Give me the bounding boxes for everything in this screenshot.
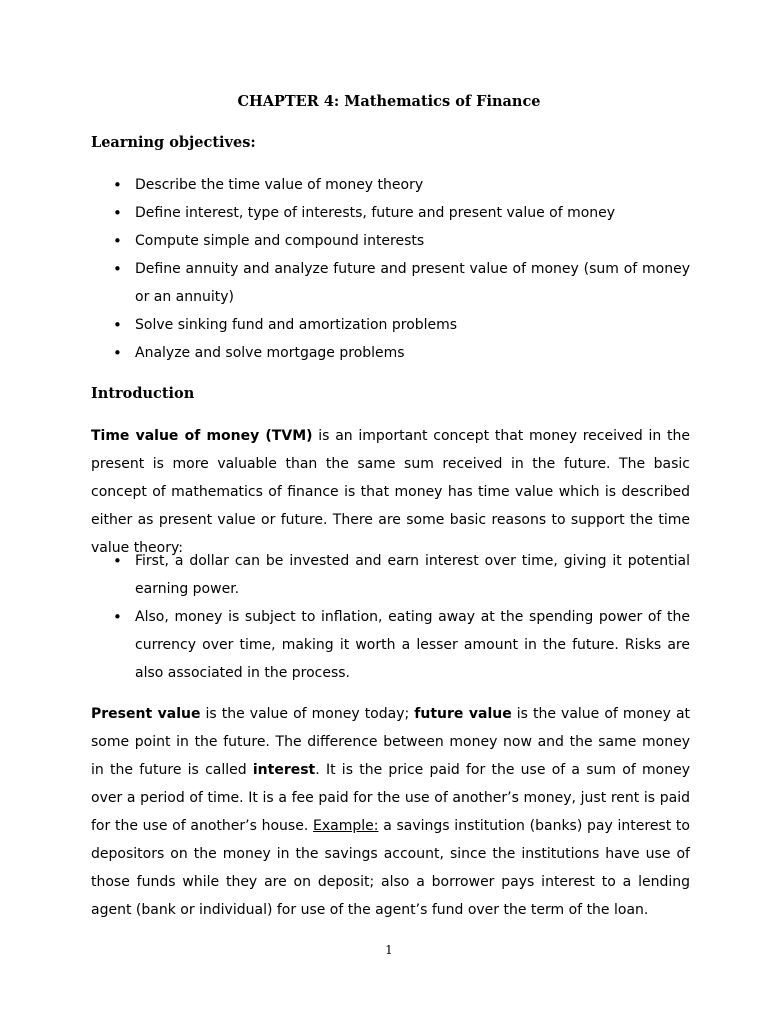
list-item: • Solve sinking fund and amortization problems: [113, 311, 690, 339]
future-value-term: future value: [414, 706, 512, 722]
present-value-term: Present value: [91, 706, 201, 722]
tvm-term: Time value of money (TVM): [91, 428, 313, 444]
list-item: • Analyze and solve mortgage problems: [113, 339, 690, 367]
list-item: • Define interest, type of interests, future and present value of money: [113, 199, 690, 227]
interest-term: interest: [252, 762, 316, 778]
introduction-heading: Introduction: [91, 385, 195, 402]
pv-text-2: is the value of money at some point in the future. The difference between money now and the same money in the future is called: [91, 706, 691, 778]
objectives-heading: Learning objectives:: [91, 134, 256, 151]
tvm-text: is an important concept that money received in the present is more valuable than the same sum received in the future. The basic concept of mathematics of finance is that money has time value which is described either as present value or future. There are some basic reasons to support the time value theory:: [91, 428, 690, 556]
reasons-list: [113, 547, 690, 687]
pv-text-3: . It is the price paid for the use of a sum of money over a period of time. It is a fee paid for the use of another’s money, just rent is paid for the use of another’s house.: [91, 762, 690, 834]
list-item: • First, a dollar can be invested and earn interest over time, giving it potential earning power.: [113, 547, 690, 603]
pv-text-4: a savings institution (banks) pay interest to depositors on the money in the savings account, since the institutions have use of those funds while they are on deposit; also a borrower pays interest to a lending agent (bank or individual) for use of the agent’s fund over the term of the loan.: [91, 818, 690, 918]
objectives-list: [113, 171, 690, 367]
list-item: • Describe the time value of money theory: [113, 171, 690, 199]
example-label: Example:: [313, 818, 379, 834]
present-value-paragraph: [91, 700, 690, 924]
tvm-paragraph: [91, 422, 690, 562]
pv-text-1: is the value of money today;: [200, 706, 415, 722]
list-item: • Compute simple and compound interests: [113, 227, 690, 255]
page-number: 1: [385, 943, 393, 957]
chapter-title: CHAPTER 4: Mathematics of Finance: [237, 93, 541, 110]
list-item: • Define annuity and analyze future and present value of money (sum of money or an annuity): [113, 255, 690, 311]
list-item: • Also, money is subject to inflation, eating away at the spending power of the currency over time, making it worth a lesser amount in the future. Risks are also associated in the process.: [113, 603, 690, 687]
